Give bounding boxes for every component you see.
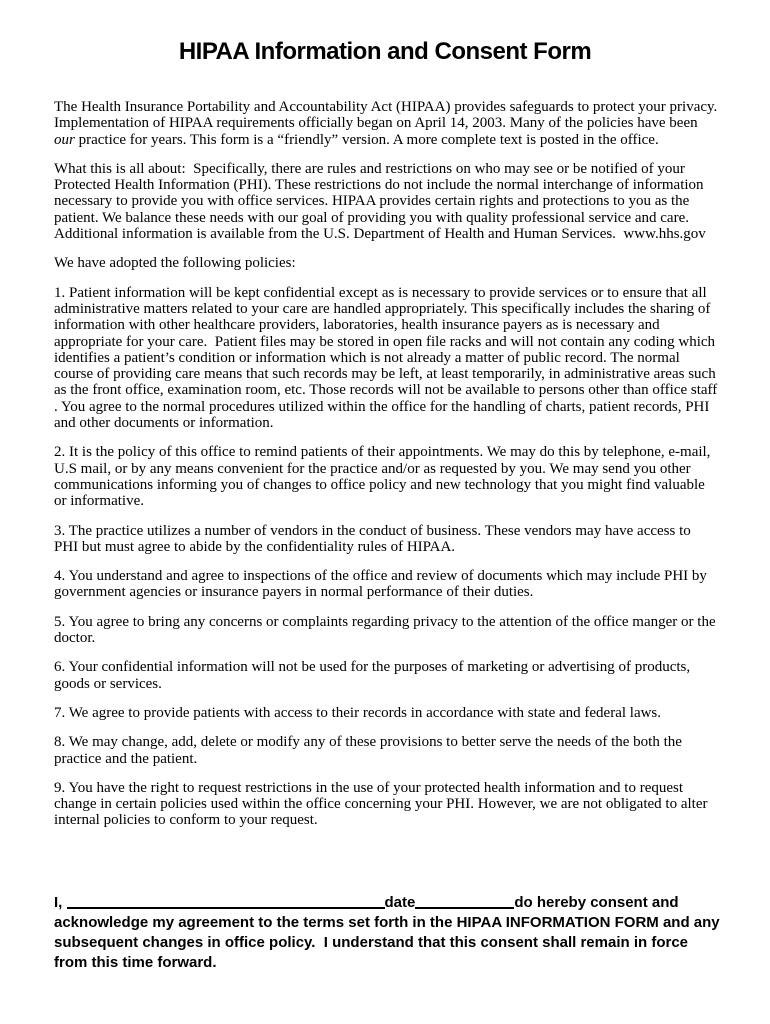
page-title: HIPAA Information and Consent Form [178, 38, 592, 65]
consent-line-4: from this time forward. [54, 954, 217, 971]
paragraph-policies-intro: We have adopted the following policies: [54, 255, 296, 272]
consent-line-1 [54, 893, 770, 913]
policy-item-2: 2. It is the policy of this office to remind patients of their appointments. We may do this by telephone, e-mail, U.S mail, or by any means convenient for the practice and/or as requested by you. We may send you other communications informing you of changes to office policy and new technology that you might find valuable or informative. [54, 444, 715, 510]
document-body [54, 99, 722, 842]
consent-date-label: date [384, 894, 416, 911]
paragraph-about: What this is all about: Specifically, there are rules and restrictions on who may see or be notified of your Protected Health Information (PHI). These restrictions do not include the normal interchange of information necessary to provide you with office services. HIPAA provides certain rights and protections to you as the patient. We balance these needs with our goal of providing you with quality professional service and care. Additional information is available from the U.S. Department of Health and Human Services. www.hhs.gov [54, 160, 708, 243]
policy-item-8: 8. We may change, add, delete or modify any of these provisions to better serve the needs of the both the practice and the patient. [54, 734, 686, 767]
consent-prefix: I, [54, 894, 67, 911]
patient-name-blank [67, 895, 385, 909]
policy-item-9: 9. You have the right to request restrictions in the use of your protected health information and to request change in certain policies used within the office concerning your PHI. However, we are not obligated to alter internal policies to conform to your request. [54, 779, 712, 829]
paragraph-intro [54, 99, 722, 148]
consent-line-3: subsequent changes in office policy. I understand that this consent shall remain in force [54, 934, 689, 951]
policy-item-4: 4. You understand and agree to inspections of the office and review of documents which may include PHI by government agencies or insurance payers in normal performance of their duties. [54, 568, 711, 601]
date-blank [415, 895, 514, 909]
consent-tail: do hereby consent and [514, 894, 679, 911]
intro-segment-2: practice for years. This form is a “friendly” version. A more complete text is posted in the office. [74, 131, 659, 148]
policy-item-5: 5. You agree to bring any concerns or complaints regarding privacy to the attention of the office manger or the doctor. [54, 613, 720, 647]
intro-segment-our-italic: our [54, 131, 75, 148]
policy-item-7: 7. We agree to provide patients with access to their records in accordance with state and federal laws. [54, 704, 662, 721]
intro-segment-1: The Health Insurance Portability and Accountability Act (HIPAA) provides safeguards to protect your privacy. Implementation of HIPAA requirements officially began on April 14, 2003. Many of the policies have been [54, 99, 722, 132]
consent-line-2: acknowledge my agreement to the terms set forth in the HIPAA INFORMATION FORM and any [54, 914, 720, 931]
policy-item-1: 1. Patient information will be kept confidential except as is necessary to provide services or to ensure that all administrative matters related to your care are handled appropriately. This specifically includes the sharing of information with other healthcare providers, laboratories, health insurance payers as is necessary and appropriate for your care. Patient files may be stored in open file racks and will not contain any coding which identifies a patient’s condition or information which is not already a matter of public record. The normal course of providing care means that such records may be left, at least temporarily, in administrative areas such as the front office, examination room, etc. Those records will not be available to persons other than office staff . You agree to the normal procedures utilized within the office for the handling of charts, patient records, PHI and other documents or information. [54, 284, 722, 432]
consent-section [54, 893, 770, 973]
policy-item-6: 6. Your confidential information will not be used for the purposes of marketing or advertising of products, goods or services. [54, 659, 694, 692]
policy-item-3: 3. The practice utilizes a number of vendors in the conduct of business. These vendors may have access to PHI but must agree to abide by the confidentiality rules of HIPAA. [54, 522, 695, 555]
